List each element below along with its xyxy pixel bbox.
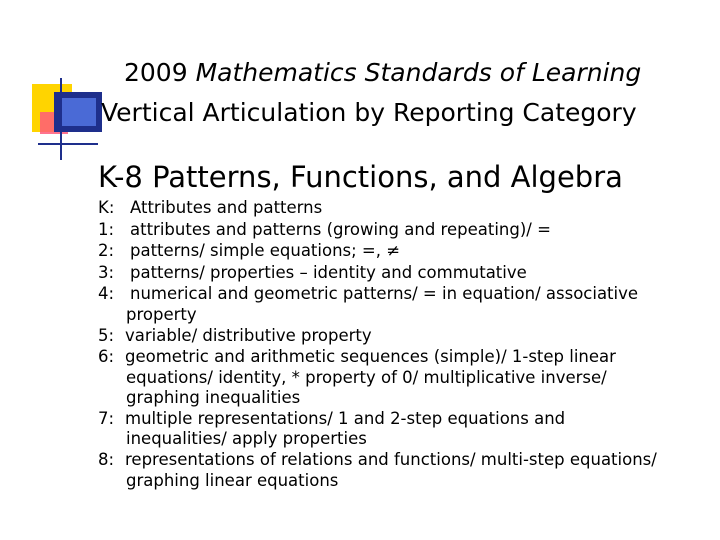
list-item [98,240,708,262]
item-label: 2: [98,241,115,260]
decor-horizontal-line [38,143,98,145]
item-text: multiple representations/ 1 and 2-step equations and [125,408,566,428]
list-item [98,197,708,219]
item-text: attributes and patterns (growing and repeating)/ = [130,219,551,239]
item-text: representations of relations and functions/ multi-step equations/ [125,450,657,469]
item-text: patterns/ properties – identity and commutative [130,262,527,282]
item-label: K: [98,198,115,217]
title-line-1 [124,58,641,87]
item-continuation: equations/ identity, * property of 0/ multiplicative inverse/ [126,367,607,387]
list-item [98,346,708,368]
item-label: 7: [98,408,115,428]
item-label: 8: [98,450,115,469]
item-text: numerical and geometric patterns/ = in equation/ associative [130,284,639,303]
item-label: 5: [98,325,115,345]
item-label: 6: [98,347,115,366]
item-text: Attributes and patterns [130,198,323,217]
list-item [98,325,708,347]
item-continuation: inequalities/ apply properties [126,429,367,448]
title-italic: Mathematics Standards of Learning [195,58,642,87]
item-text: geometric and arithmetic sequences (simple)/ 1-step linear [125,347,616,366]
list-item [98,219,708,241]
item-label: 1: [98,219,115,239]
item-continuation: graphing inequalities [126,387,301,407]
item-continuation: property [126,304,197,324]
item-label: 3: [98,262,115,282]
list-item [98,262,708,284]
standards-list [98,197,708,491]
item-continuation: graphing linear equations [126,470,339,490]
item-label: 4: [98,284,115,303]
title-year: 2009 [124,58,188,87]
title-line-2: Vertical Articulation by Reporting Category [101,98,637,127]
decor-vertical-line [60,78,62,160]
list-item [98,283,708,305]
list-item [98,449,708,471]
section-heading: K-8 Patterns, Functions, and Algebra [98,160,623,194]
list-item [98,408,708,430]
item-text: patterns/ simple equations; =, ≠ [130,241,401,260]
item-text: variable/ distributive property [125,325,372,345]
